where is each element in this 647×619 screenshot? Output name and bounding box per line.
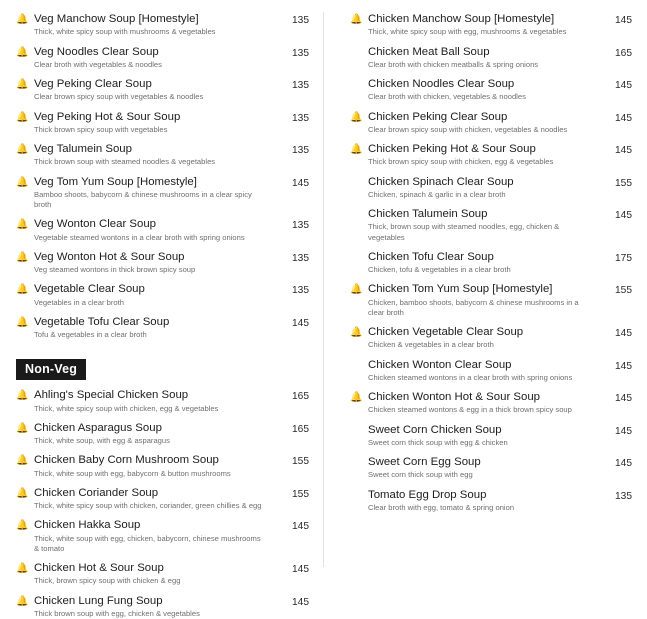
bell-icon: 🔔: [16, 77, 29, 90]
menu-item-body: [34, 486, 283, 512]
menu-item-price: 155: [606, 282, 632, 296]
bell-icon: 🔔: [350, 142, 363, 155]
menu-item-price: 145: [606, 77, 632, 91]
menu-item-description: Chicken steamed wontons & egg in a thick brown spicy soup: [368, 405, 596, 415]
menu-item-description: Thick, white spicy soup with chicken, coriander, green chillies & egg: [34, 501, 262, 511]
menu-item-body: [34, 388, 283, 414]
bell-icon: 🔔: [350, 12, 363, 25]
menu-item-description: Chicken, bamboo shoots, babycorn & chinese mushrooms in a clear broth: [368, 298, 596, 319]
menu-item-body: [34, 518, 283, 554]
menu-item-name: Chicken Tofu Clear Soup: [368, 250, 600, 264]
menu-item-name: Veg Manchow Soup [Homestyle]: [34, 12, 277, 26]
menu-item-description: Sweet corn thick soup with egg & chicken: [368, 438, 596, 448]
menu-item[interactable]: [350, 175, 632, 201]
menu-item-price: 145: [283, 315, 309, 329]
menu-item-price: 165: [283, 388, 309, 402]
menu-item-price: 165: [283, 421, 309, 435]
menu-item-description: Clear brown spicy soup with vegetables & noodles: [34, 92, 262, 102]
menu-item-price: 145: [606, 207, 632, 221]
menu-item-body: [368, 45, 606, 71]
menu-item-description: Chicken steamed wontons in a clear broth with spring onions: [368, 373, 596, 383]
menu-item-price: 155: [283, 486, 309, 500]
menu-item-name: Sweet Corn Egg Soup: [368, 455, 600, 469]
menu-item[interactable]: [16, 453, 309, 479]
bell-icon: 🔔: [16, 12, 29, 25]
bell-icon: 🔔: [16, 282, 29, 295]
menu-item-name: Tomato Egg Drop Soup: [368, 488, 600, 502]
bell-icon: 🔔: [16, 561, 29, 574]
bell-icon: 🔔: [16, 453, 29, 466]
menu-item-name: Chicken Peking Hot & Sour Soup: [368, 142, 600, 156]
menu-item-price: 165: [606, 45, 632, 59]
menu-item-name: Veg Wonton Clear Soup: [34, 217, 277, 231]
menu-item-price: 145: [606, 358, 632, 372]
bell-icon: 🔔: [350, 390, 363, 403]
bell-icon: 🔔: [16, 250, 29, 263]
menu-item-price: 145: [283, 561, 309, 575]
menu-item-name: Chicken Peking Clear Soup: [368, 110, 600, 124]
menu-item-price: 135: [606, 488, 632, 502]
menu-item-name: Veg Peking Hot & Sour Soup: [34, 110, 277, 124]
menu-item-price: 145: [606, 110, 632, 124]
menu-item-price: 145: [606, 423, 632, 437]
menu-item[interactable]: [350, 325, 632, 351]
bell-icon: 🔔: [350, 325, 363, 338]
menu-item-name: Chicken Meat Ball Soup: [368, 45, 600, 59]
menu-item-price: 145: [606, 12, 632, 26]
menu-item-price: 145: [283, 518, 309, 532]
menu-item-price: 145: [606, 142, 632, 156]
menu-item[interactable]: [350, 12, 632, 38]
menu-item-body: [368, 358, 606, 384]
menu-item[interactable]: [350, 45, 632, 71]
menu-item-body: [368, 282, 606, 318]
menu-item-description: Chicken, tofu & vegetables in a clear broth: [368, 265, 596, 275]
menu-item-body: [368, 142, 606, 168]
menu-item-description: Thick brown spicy soup with chicken, egg & vegetables: [368, 157, 596, 167]
menu-item-body: [368, 390, 606, 416]
menu-item-description: Chicken & vegetables in a clear broth: [368, 340, 596, 350]
menu-item-body: [368, 488, 606, 514]
menu-item-price: 145: [283, 594, 309, 608]
menu-item[interactable]: [16, 142, 309, 168]
menu-item-description: Clear broth with egg, tomato & spring onion: [368, 503, 596, 513]
menu-item-body: [34, 142, 283, 168]
bell-icon: 🔔: [16, 142, 29, 155]
bell-icon: 🔔: [16, 594, 29, 607]
section-heading-non-veg: Non-Veg: [16, 359, 86, 380]
menu-item-name: Veg Tom Yum Soup [Homestyle]: [34, 175, 277, 189]
bell-icon: 🔔: [16, 175, 29, 188]
menu-item-description: Clear broth with chicken, vegetables & noodles: [368, 92, 596, 102]
menu-item-description: Clear brown spicy soup with chicken, vegetables & noodles: [368, 125, 596, 135]
menu-item-name: Chicken Hakka Soup: [34, 518, 277, 532]
menu-item[interactable]: [350, 390, 632, 416]
menu-column-right: [323, 12, 646, 567]
menu-item[interactable]: [350, 423, 632, 449]
menu-item[interactable]: [16, 282, 309, 308]
menu-item-name: Chicken Lung Fung Soup: [34, 594, 277, 608]
bell-icon: 🔔: [16, 388, 29, 401]
menu-item[interactable]: [350, 358, 632, 384]
menu-item-name: Chicken Talumein Soup: [368, 207, 600, 221]
menu-item-price: 135: [283, 282, 309, 296]
menu-item-price: 145: [606, 455, 632, 469]
menu-item-name: Chicken Wonton Hot & Sour Soup: [368, 390, 600, 404]
menu-item-price: 135: [283, 12, 309, 26]
menu-item[interactable]: [16, 421, 309, 447]
menu-item-price: 135: [283, 142, 309, 156]
menu-item[interactable]: [350, 110, 632, 136]
menu-item-name: Chicken Coriander Soup: [34, 486, 277, 500]
menu-item[interactable]: [16, 110, 309, 136]
menu-item-description: Clear broth with vegetables & noodles: [34, 60, 262, 70]
menu-item-name: Veg Wonton Hot & Sour Soup: [34, 250, 277, 264]
menu-item-name: Veg Noodles Clear Soup: [34, 45, 277, 59]
menu-item-body: [368, 175, 606, 201]
menu-item-body: [34, 77, 283, 103]
menu-item-body: [368, 455, 606, 481]
menu-item[interactable]: [16, 561, 309, 587]
menu-item-body: [368, 207, 606, 243]
menu-item[interactable]: [350, 488, 632, 514]
menu-item-description: Sweet corn thick soup with egg: [368, 470, 596, 480]
menu-item-description: Bamboo shoots, babycorn & chinese mushrooms in a clear spicy broth: [34, 190, 262, 211]
menu-item-name: Vegetable Clear Soup: [34, 282, 277, 296]
menu-item-name: Chicken Baby Corn Mushroom Soup: [34, 453, 277, 467]
menu-item-description: Thick, white soup with egg, babycorn & button mushrooms: [34, 469, 262, 479]
menu-item[interactable]: [16, 217, 309, 243]
bell-icon: 🔔: [16, 421, 29, 434]
menu-item-name: Ahling's Special Chicken Soup: [34, 388, 277, 402]
menu-item-name: Chicken Noodles Clear Soup: [368, 77, 600, 91]
menu-item-body: [368, 110, 606, 136]
menu-item-description: Thick, white soup with egg, chicken, babycorn, chinese mushrooms & tomato: [34, 534, 262, 555]
menu-item-body: [34, 175, 283, 211]
menu-item[interactable]: [16, 250, 309, 276]
menu-item-body: [34, 217, 283, 243]
menu-item-body: [368, 250, 606, 276]
menu-item-price: 145: [606, 325, 632, 339]
menu-item-description: Thick brown soup with steamed noodles & vegetables: [34, 157, 262, 167]
bell-icon: 🔔: [16, 217, 29, 230]
menu-item-price: 135: [283, 45, 309, 59]
menu-item-body: [34, 561, 283, 587]
menu-item-price: 155: [283, 453, 309, 467]
menu-item[interactable]: [350, 250, 632, 276]
menu-item-name: Chicken Hot & Sour Soup: [34, 561, 277, 575]
menu-item-description: Thick, white spicy soup with mushrooms & vegetables: [34, 27, 262, 37]
bell-icon: 🔔: [16, 45, 29, 58]
menu-item-name: Sweet Corn Chicken Soup: [368, 423, 600, 437]
menu-item-body: [368, 325, 606, 351]
menu-item-price: 145: [283, 175, 309, 189]
menu-item-body: [368, 12, 606, 38]
menu-item-body: [34, 421, 283, 447]
menu-item-body: [34, 12, 283, 38]
menu-item-body: [34, 594, 283, 619]
menu-item-price: 135: [283, 77, 309, 91]
menu-item-name: Veg Talumein Soup: [34, 142, 277, 156]
menu-item-description: Chicken, spinach & garlic in a clear broth: [368, 190, 596, 200]
menu-item-price: 135: [283, 110, 309, 124]
menu-item-description: Vegetable steamed wontons in a clear broth with spring onions: [34, 233, 262, 243]
menu-item-price: 155: [606, 175, 632, 189]
menu-item-description: Thick brown soup with egg, chicken & vegetables: [34, 609, 262, 619]
menu-item-description: Thick, white soup, with egg & asparagus: [34, 436, 262, 446]
menu-item[interactable]: [16, 12, 309, 38]
menu-item-body: [34, 282, 283, 308]
menu-item-description: Thick, white spicy soup with egg, mushrooms & vegetables: [368, 27, 596, 37]
bell-icon: 🔔: [16, 315, 29, 328]
menu-item-description: Thick, brown soup with steamed noodles, egg, chicken & vegetables: [368, 222, 596, 243]
menu-item-name: Chicken Spinach Clear Soup: [368, 175, 600, 189]
menu-item-name: Chicken Asparagus Soup: [34, 421, 277, 435]
menu-item-body: [34, 453, 283, 479]
menu-item[interactable]: [16, 45, 309, 71]
menu-item-description: Thick brown spicy soup with vegetables: [34, 125, 262, 135]
menu-item-body: [34, 315, 283, 341]
menu-item-body: [34, 110, 283, 136]
menu-item-description: Tofu & vegetables in a clear broth: [34, 330, 262, 340]
menu-item-price: 135: [283, 217, 309, 231]
menu-item-name: Chicken Manchow Soup [Homestyle]: [368, 12, 600, 26]
menu-item-name: Chicken Wonton Clear Soup: [368, 358, 600, 372]
menu-item[interactable]: [16, 594, 309, 619]
menu-item[interactable]: [350, 282, 632, 318]
menu-item[interactable]: [16, 518, 309, 554]
menu-item-description: Thick, brown spicy soup with chicken & egg: [34, 576, 262, 586]
menu-item-name: Vegetable Tofu Clear Soup: [34, 315, 277, 329]
menu-item[interactable]: [16, 175, 309, 211]
menu-item[interactable]: [350, 207, 632, 243]
menu-item-body: [34, 250, 283, 276]
menu-item[interactable]: [16, 77, 309, 103]
menu-item-price: 145: [606, 390, 632, 404]
menu-item-description: Veg steamed wontons in thick brown spicy soup: [34, 265, 262, 275]
menu-item-body: [368, 77, 606, 103]
bell-icon: 🔔: [16, 486, 29, 499]
menu-item[interactable]: [16, 388, 309, 414]
menu-item-name: Chicken Tom Yum Soup [Homestyle]: [368, 282, 600, 296]
menu-column-left: [0, 12, 323, 567]
bell-icon: 🔔: [350, 110, 363, 123]
menu-item[interactable]: [16, 315, 309, 341]
menu-item-body: [34, 45, 283, 71]
menu-item-name: Chicken Vegetable Clear Soup: [368, 325, 600, 339]
menu-item-price: 175: [606, 250, 632, 264]
menu-item[interactable]: [350, 455, 632, 481]
bell-icon: 🔔: [16, 110, 29, 123]
menu-item-body: [368, 423, 606, 449]
menu-item[interactable]: [350, 77, 632, 103]
menu-section-non-veg: [16, 351, 309, 619]
menu-section-veg: [16, 12, 309, 340]
menu-item[interactable]: [16, 486, 309, 512]
menu-item-name: Veg Peking Clear Soup: [34, 77, 277, 91]
bell-icon: 🔔: [16, 518, 29, 531]
menu-item[interactable]: [350, 142, 632, 168]
bell-icon: 🔔: [350, 282, 363, 295]
menu-item-description: Thick, white spicy soup with chicken, egg & vegetables: [34, 404, 262, 414]
menu-item-description: Clear broth with chicken meatballs & spring onions: [368, 60, 596, 70]
menu-item-description: Vegetables in a clear broth: [34, 298, 262, 308]
menu-item-price: 135: [283, 250, 309, 264]
